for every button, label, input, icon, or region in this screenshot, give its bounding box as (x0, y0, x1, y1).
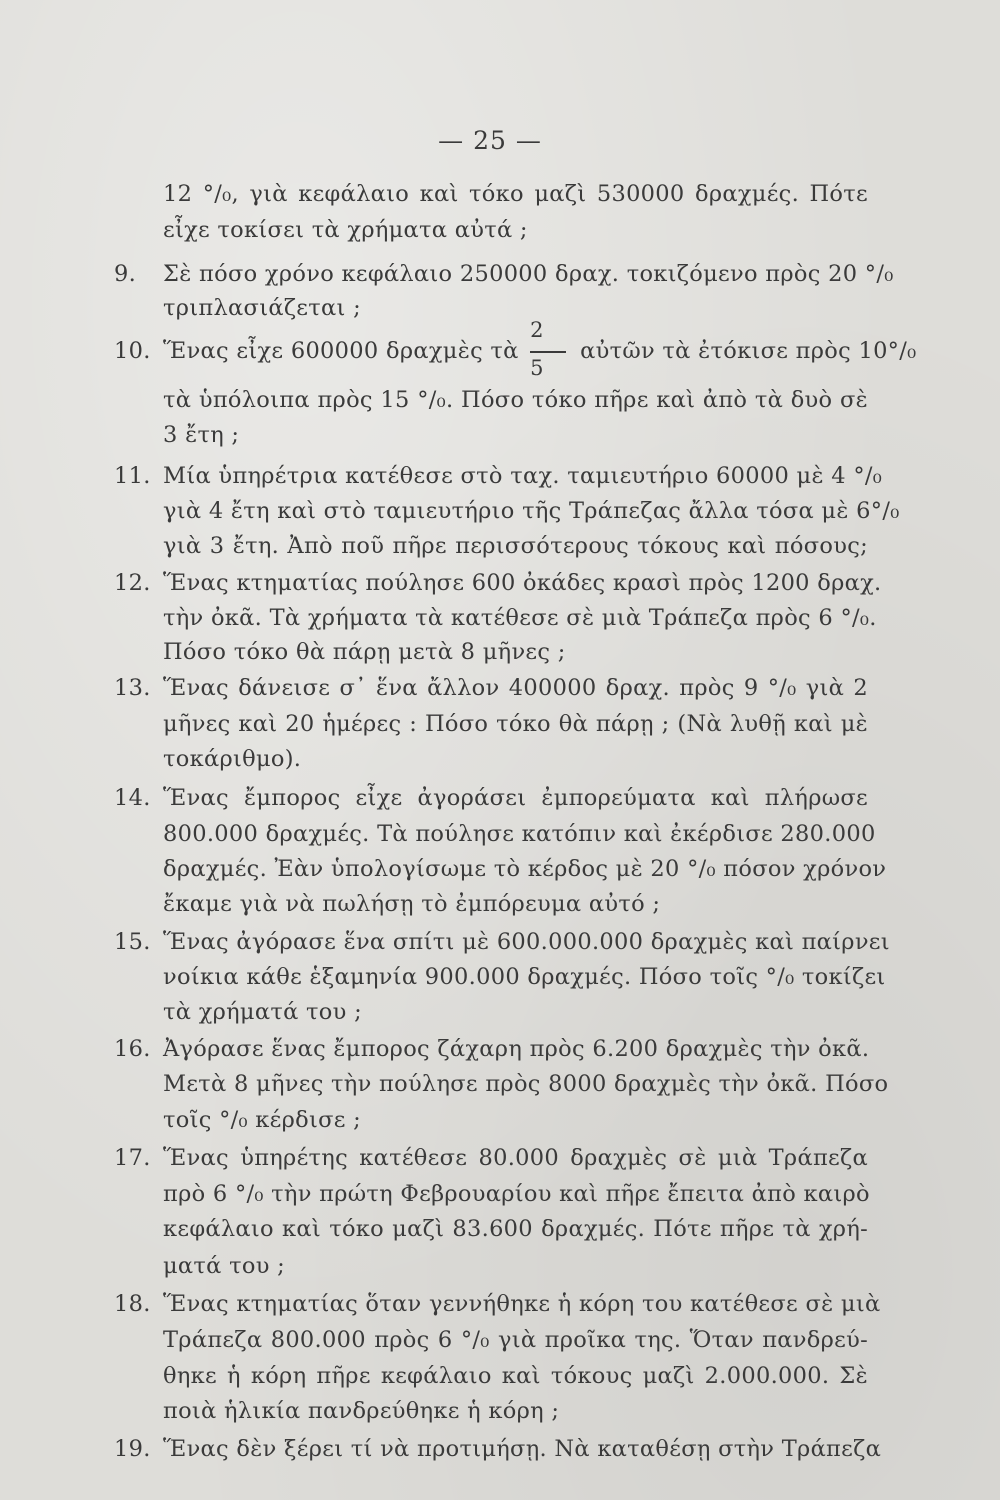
line-text: τὴν ὀκᾶ. Τὰ χρήματα τὰ κατέθεσε σὲ μιὰ Τράπεζα πρὸς 6 °/₀. (163, 605, 877, 631)
text-line (0, 600, 1000, 636)
text-line (0, 176, 1000, 212)
text-line (0, 1140, 1000, 1176)
line-text: τριπλασιάζεται ; (163, 295, 361, 321)
text-line (0, 994, 1000, 1030)
line-text: τὰ χρήματά του ; (163, 999, 362, 1025)
text-line (0, 670, 1000, 706)
line-text-before-fraction: Ἕνας εἶχε 600000 δραχμὲς τὰ (163, 338, 519, 364)
line-text: Ἕνας κτηματίας ὅταν γεννήθηκε ἡ κόρη του κατέθεσε σὲ μιὰ (163, 1291, 881, 1317)
text-line (0, 493, 1000, 529)
text-line (0, 886, 1000, 922)
text-line (0, 528, 1000, 564)
text-line (0, 851, 1000, 887)
line-text: Ἕνας ὑπηρέτης κατέθεσε 80.000 δραχμὲς σὲ μιὰ Τράπεζα (163, 1145, 868, 1171)
fraction (530, 318, 566, 380)
text-line (0, 212, 1000, 248)
line-text: τοῖς °/₀ κέρδισε ; (163, 1107, 362, 1133)
page-number: — 25 — (438, 126, 542, 155)
line-text: εἶχε τοκίσει τὰ χρήματα αὐτά ; (163, 217, 528, 243)
problem-number: 10. (114, 338, 151, 364)
text-line (0, 1322, 1000, 1358)
line-text: 3 ἔτη ; (163, 422, 240, 448)
text-line (0, 256, 1000, 292)
line-text: ἔκαμε γιὰ νὰ πωλήσῃ τὸ ἐμπόρευμα αὐτό ; (163, 891, 661, 917)
problem-number: 18. (114, 1291, 151, 1317)
problem-number: 19. (114, 1436, 151, 1462)
line-text: δραχμές. Ἐὰν ὑπολογίσωμε τὸ κέρδος μὲ 20 °/₀ πόσον χρόνον (163, 856, 887, 882)
line-text: Ἕνας κτηματίας πούλησε 600 ὀκάδες κρασὶ πρὸς 1200 δραχ. (163, 570, 882, 596)
text-line (0, 1431, 1000, 1467)
problem-number: 13. (114, 675, 151, 701)
line-text: Μετὰ 8 μῆνες τὴν πούλησε πρὸς 8000 δραχμὲς τὴν ὀκᾶ. Πόσο (163, 1071, 889, 1097)
text-line (0, 1211, 1000, 1247)
text-line (0, 290, 1000, 326)
line-text: πρὸ 6 °/₀ τὴν πρώτη Φεβρουαρίου καὶ πῆρε ἔπειτα ἀπὸ καιρὸ (163, 1181, 870, 1207)
line-text: τοκάριθμο). (163, 746, 302, 772)
line-text: Σὲ πόσο χρόνο κεφάλαιο 250000 δραχ. τοκιζόμενο πρὸς 20 °/₀ (163, 261, 894, 287)
line-text: κεφάλαιο καὶ τόκο μαζὶ 83.600 δραχμές. Πότε πῆρε τὰ χρή- (163, 1216, 868, 1242)
text-line (0, 924, 1000, 960)
line-text: ματά του ; (163, 1253, 286, 1279)
line-text: 800.000 δραχμές. Τὰ πούλησε κατόπιν καὶ ἐκέρδισε 280.000 (163, 821, 876, 847)
problem-number: 15. (114, 929, 151, 955)
fraction-denominator: 5 (530, 356, 544, 380)
fraction-numerator: 2 (530, 318, 544, 342)
line-text: τὰ ὑπόλοιπα πρὸς 15 °/₀. Πόσο τόκο πῆρε καὶ ἀπὸ τὰ δυὸ σὲ (163, 387, 868, 413)
problem-number: 9. (114, 261, 137, 287)
line-text: Ἀγόρασε ἕνας ἔμπορος ζάχαρη πρὸς 6.200 δραχμὲς τὴν ὀκᾶ. (163, 1036, 870, 1062)
problem-number: 17. (114, 1145, 151, 1171)
text-line (0, 382, 1000, 418)
line-text: Ἕνας δὲν ξέρει τί νὰ προτιμήσῃ. Νὰ καταθέσῃ στὴν Τράπεζα (163, 1436, 882, 1462)
text-line (0, 1286, 1000, 1322)
line-text: Πόσο τόκο θὰ πάρῃ μετὰ 8 μῆνες ; (163, 639, 566, 665)
text-line (0, 634, 1000, 670)
problem-number: 16. (114, 1036, 151, 1062)
line-text: Ἕνας δάνεισε σ᾽ ἕνα ἄλλον 400000 δραχ. πρὸς 9 °/₀ γιὰ 2 (163, 675, 868, 701)
line-text: νοίκια κάθε ἑξαμηνία 900.000 δραχμές. Πόσο τοῖς °/₀ τοκίζει (163, 964, 886, 990)
line-text: μῆνες καὶ 20 ἡμέρες : Πόσο τόκο θὰ πάρῃ ; (Νὰ λυθῇ καὶ μὲ (163, 711, 868, 737)
text-line (0, 706, 1000, 742)
line-text: ποιὰ ἡλικία πανδρεύθηκε ἡ κόρη ; (163, 1398, 560, 1424)
text-line (0, 458, 1000, 494)
text-line (0, 1248, 1000, 1284)
text-line (0, 1066, 1000, 1102)
text-line (0, 318, 1000, 380)
problem-number: 12. (114, 570, 151, 596)
text-line (0, 1393, 1000, 1429)
problem-number: 11. (114, 463, 151, 489)
text-line (0, 1176, 1000, 1212)
text-line (0, 816, 1000, 852)
text-line (0, 1358, 1000, 1394)
line-text: Μία ὑπηρέτρια κατέθεσε στὸ ταχ. ταμιευτήριο 60000 μὲ 4 °/₀ (163, 463, 883, 489)
text-line (0, 741, 1000, 777)
text-line (0, 780, 1000, 816)
line-text: γιὰ 3 ἔτη. Ἀπὸ ποῦ πῆρε περισσότερους τόκους καὶ πόσους; (163, 533, 868, 559)
line-text: γιὰ 4 ἔτη καὶ στὸ ταμιευτήριο τῆς Τράπεζας ἄλλα τόσα μὲ 6°/₀ (163, 498, 900, 524)
line-text: Ἕνας ἀγόρασε ἕνα σπίτι μὲ 600.000.000 δραχμὲς καὶ παίρνει (163, 929, 890, 955)
line-text-after-fraction: αὐτῶν τὰ ἐτόκισε πρὸς 10°/₀ (580, 338, 917, 364)
text-line (0, 565, 1000, 601)
line-text: Τράπεζα 800.000 πρὸς 6 °/₀ γιὰ προῖκα της. Ὅταν πανδρεύ- (163, 1327, 868, 1353)
line-text: Ἕνας ἔμπορος εἶχε ἀγοράσει ἐμπορεύματα καὶ πλήρωσε (163, 785, 868, 811)
text-line (0, 417, 1000, 453)
problem-number: 14. (114, 785, 151, 811)
line-text: θηκε ἡ κόρη πῆρε κεφάλαιο καὶ τόκους μαζὶ 2.000.000. Σὲ (163, 1363, 868, 1389)
text-line (0, 1031, 1000, 1067)
text-line (0, 959, 1000, 995)
line-text (163, 318, 917, 380)
line-text: 12 °/₀, γιὰ κεφάλαιο καὶ τόκο μαζὶ 530000 δραχμές. Πότε (163, 181, 868, 207)
text-line (0, 1102, 1000, 1138)
